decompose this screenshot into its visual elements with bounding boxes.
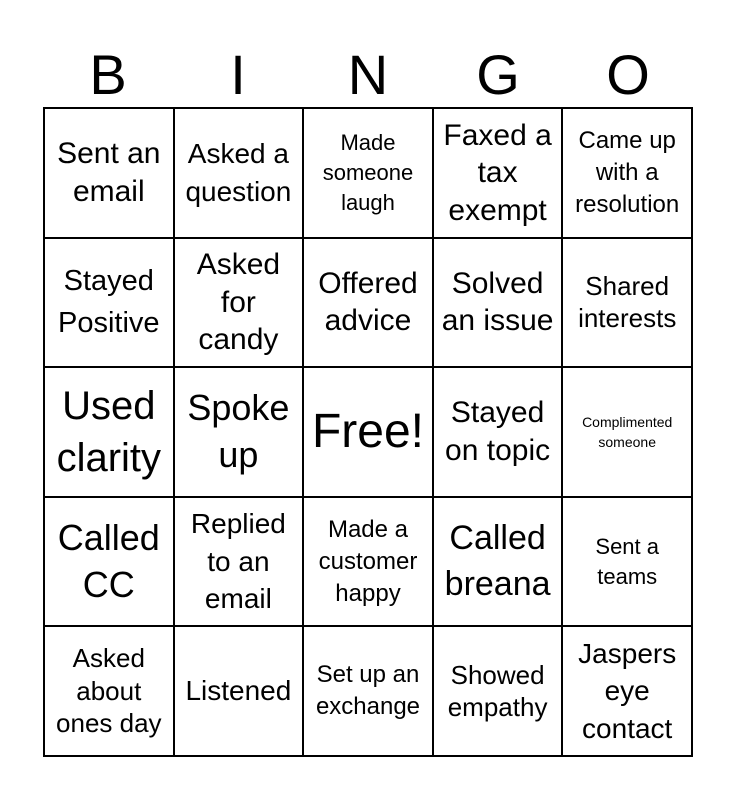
cell-text: Sent a teams bbox=[595, 533, 659, 589]
cell-text: Solved an issue bbox=[441, 266, 554, 338]
bingo-cell[interactable] bbox=[175, 109, 305, 239]
bingo-cell[interactable] bbox=[45, 109, 175, 239]
bingo-cell[interactable] bbox=[175, 368, 305, 498]
header-letter-n: N bbox=[347, 43, 389, 106]
bingo-header bbox=[43, 44, 693, 106]
bingo-cell[interactable] bbox=[175, 498, 305, 628]
free-space-text: Free! bbox=[311, 405, 424, 459]
header-letter-b: B bbox=[89, 43, 127, 106]
cell-text: Made someone laugh bbox=[322, 130, 414, 215]
cell-text: Complimented someone bbox=[582, 413, 673, 450]
cell-text: Asked about ones day bbox=[56, 643, 162, 739]
bingo-cell[interactable] bbox=[434, 627, 564, 757]
cell-text: Spoke up bbox=[187, 387, 290, 475]
cell-text: Asked for candy bbox=[196, 248, 281, 357]
cell-text: Jaspers eye contact bbox=[578, 637, 677, 745]
cell-text: Replied to an email bbox=[190, 507, 286, 615]
cell-text: Called breana bbox=[444, 518, 551, 603]
bingo-cell[interactable] bbox=[434, 498, 564, 628]
cell-text: Stayed Positive bbox=[58, 265, 160, 340]
bingo-cell[interactable] bbox=[45, 368, 175, 498]
bingo-cell[interactable] bbox=[304, 239, 434, 369]
bingo-cell[interactable] bbox=[434, 368, 564, 498]
bingo-cell[interactable] bbox=[175, 239, 305, 369]
bingo-cell[interactable] bbox=[45, 498, 175, 628]
bingo-cell[interactable] bbox=[304, 498, 434, 628]
bingo-cell[interactable] bbox=[304, 109, 434, 239]
free-space-cell[interactable] bbox=[304, 368, 434, 498]
cell-text: Sent an email bbox=[57, 137, 161, 208]
header-letter-g: G bbox=[476, 43, 520, 106]
cell-text: Listened bbox=[185, 675, 292, 707]
bingo-cell[interactable] bbox=[434, 239, 564, 369]
cell-text: Used clarity bbox=[56, 383, 162, 480]
cell-text: Asked a question bbox=[185, 138, 292, 207]
header-letter-o: O bbox=[606, 43, 650, 106]
header-letter-i: I bbox=[230, 43, 246, 106]
bingo-cell[interactable] bbox=[45, 627, 175, 757]
bingo-cell[interactable] bbox=[175, 627, 305, 757]
bingo-cell[interactable] bbox=[563, 368, 693, 498]
cell-text: Offered advice bbox=[318, 266, 418, 338]
bingo-grid bbox=[43, 107, 693, 757]
cell-text: Came up with a resolution bbox=[575, 126, 680, 218]
cell-text: Set up an exchange bbox=[315, 661, 421, 721]
bingo-cell[interactable] bbox=[563, 239, 693, 369]
cell-text: Showed empathy bbox=[447, 659, 548, 723]
bingo-cell[interactable] bbox=[45, 239, 175, 369]
cell-text: Called CC bbox=[57, 516, 160, 605]
cell-text: Shared interests bbox=[578, 270, 677, 334]
cell-text: Made a customer happy bbox=[318, 515, 418, 607]
bingo-cell[interactable] bbox=[563, 109, 693, 239]
bingo-cell[interactable] bbox=[434, 109, 564, 239]
cell-text: Faxed a tax exempt bbox=[443, 118, 552, 227]
bingo-cell[interactable] bbox=[563, 627, 693, 757]
bingo-cell[interactable] bbox=[304, 627, 434, 757]
bingo-cell[interactable] bbox=[563, 498, 693, 628]
cell-text: Stayed on topic bbox=[445, 396, 551, 467]
